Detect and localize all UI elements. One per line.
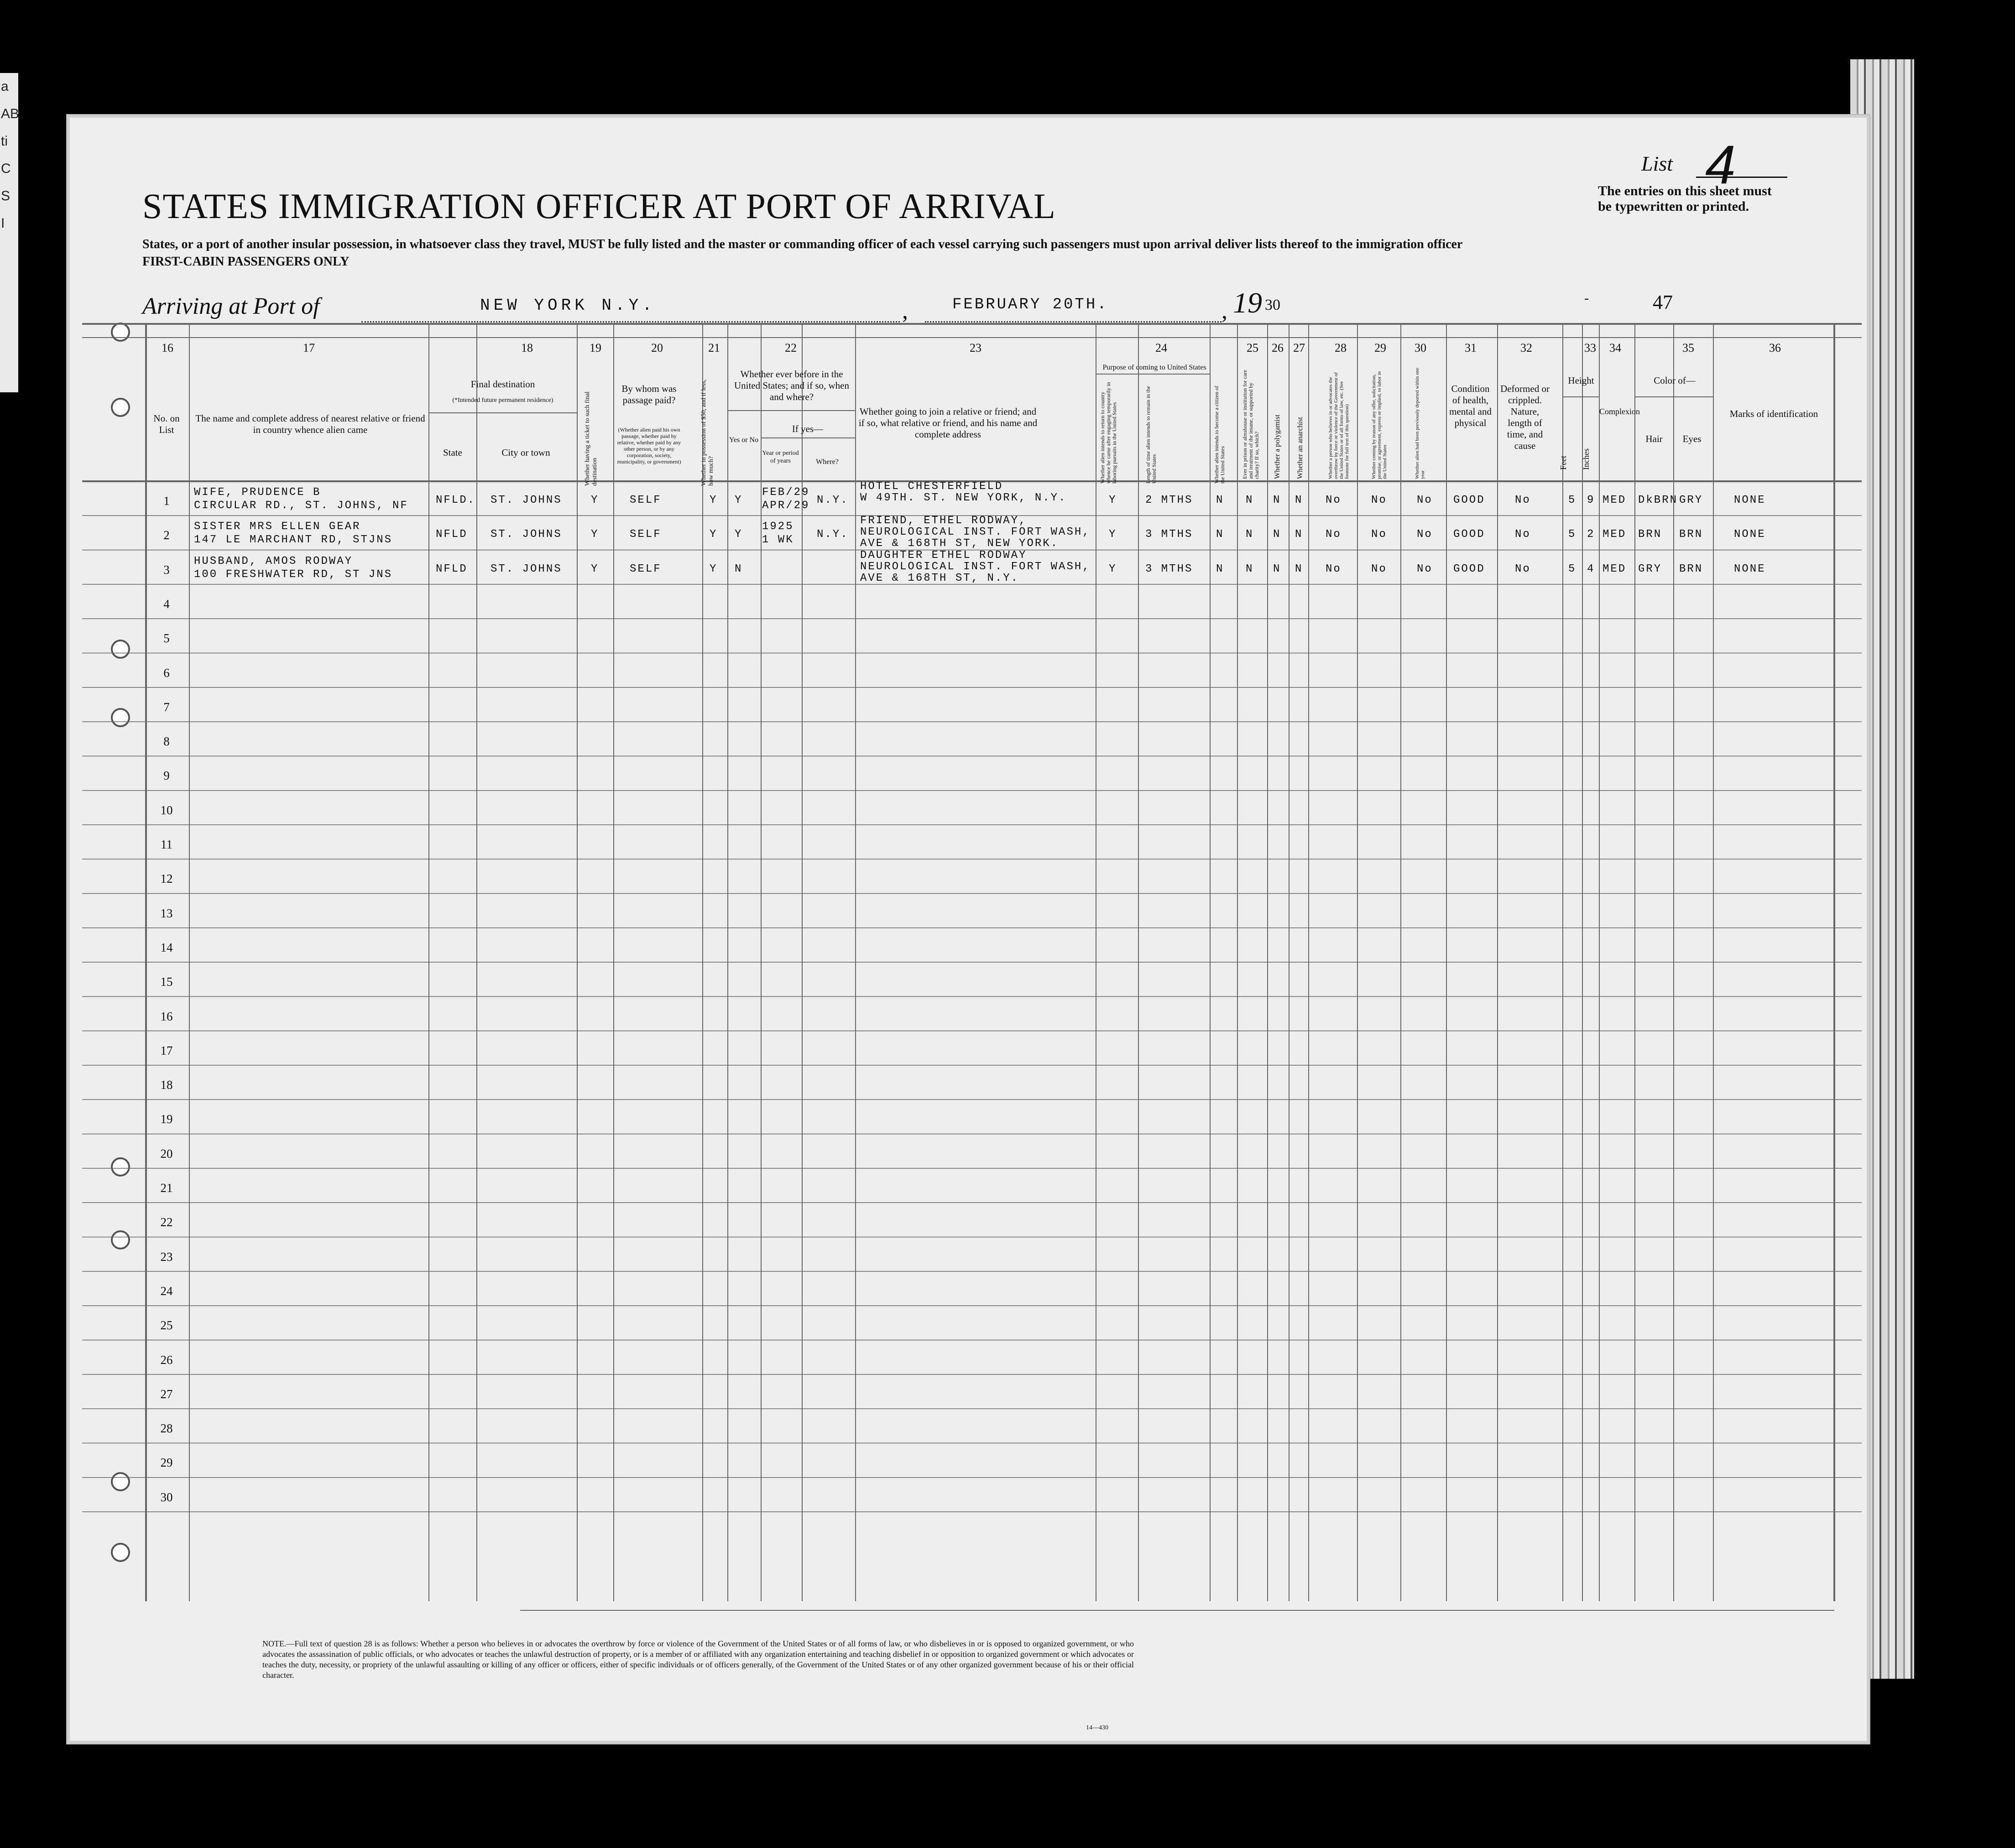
entry-marks: NONE — [1734, 494, 1766, 506]
column-number: 32 — [1520, 341, 1532, 354]
entry-where: N.Y. — [817, 528, 849, 541]
typewritten-note-line: be typewritten or printed. — [1598, 199, 1749, 214]
header-yes-no: Yes or No — [729, 436, 759, 444]
row-number: 2 — [163, 528, 170, 542]
header-deformed: Deformed or crippled. Nature, length of time, and cause — [1500, 383, 1550, 451]
comma: , — [1222, 298, 1227, 324]
entry-return-intent: Y — [1109, 528, 1117, 541]
column-number: 25 — [1247, 341, 1258, 354]
entry-q29: No — [1371, 528, 1387, 541]
entry-period: 1 WK — [762, 534, 794, 547]
header-city: City or town — [501, 447, 550, 458]
entry-relative-name: WIFE, PRUDENCE B — [194, 486, 321, 499]
entry-city: ST. JOHNS — [491, 562, 562, 575]
column-number: 35 — [1682, 341, 1694, 354]
strip-char: S — [1, 188, 10, 203]
binding-hole — [111, 708, 130, 727]
entry-polygamist: N — [1273, 494, 1281, 506]
header-purpose: Purpose of coming to United States — [1102, 364, 1206, 371]
entry-marks: NONE — [1734, 562, 1766, 575]
row-number: 16 — [160, 1009, 173, 1023]
entry-state: NFLD — [436, 562, 468, 575]
row-number: 4 — [163, 597, 170, 611]
row-number: 5 — [163, 631, 170, 645]
entry-q29: No — [1371, 494, 1387, 506]
entry-anarchist: N — [1295, 528, 1303, 541]
row-number: 14 — [160, 940, 173, 954]
row-number: 25 — [160, 1318, 173, 1333]
entry-feet: 5 — [1568, 562, 1577, 575]
entry-return-intent: Y — [1109, 494, 1117, 506]
column-number: 16 — [162, 341, 173, 354]
date-line — [925, 321, 1222, 323]
row-number: 6 — [163, 666, 170, 680]
entry-passage-paid: SELF — [630, 494, 662, 506]
entry-anarchist: N — [1295, 562, 1303, 575]
instructions-text: States, or a port of another insular possession, in whatsoever class they travel, MUST be fully listed and the master or commanding officer of each vessel carrying such passengers must upon arrival deliver lists thereof to the immigration officer — [142, 237, 1463, 251]
typewritten-note — [1598, 183, 1772, 214]
row-number: 17 — [160, 1043, 173, 1057]
entry-period: 1925 — [762, 521, 794, 533]
entry-length-of-stay: 2 MTHS — [1145, 494, 1193, 506]
row-number: 7 — [163, 700, 170, 714]
entry-citizen: N — [1216, 528, 1224, 541]
entry-complexion: MED — [1603, 528, 1627, 541]
footnote: NOTE.—Full text of question 28 is as follows: Whether a person who believes in or advocates the overthrow by force or violence of the Government of the United States or of all forms of law, or who disbelieves in or is opposed to organized government, or who advocates the assassination of public officials, or who advocates or teaches the unlawful destruction of property, or is a member of or affiliated with any organization entertaining and teaching disbelief in or opposition to organized government or which advocates or teaches the duty, necessity, or propriety of the unlawful assaulting or killing of any officer or officers, either of specific individuals or of officers generally, of the Government of the United States or of any other organized government because of his or their official character. — [262, 1639, 1134, 1680]
column-number: 18 — [521, 341, 533, 354]
year-prefix: 19 — [1233, 286, 1262, 319]
entry-passage-paid: SELF — [630, 562, 662, 575]
column-number: 26 — [1272, 341, 1284, 354]
header-inches: Inches — [1582, 448, 1591, 470]
entry-relative-name: SISTER MRS ELLEN GEAR — [194, 521, 361, 533]
entry-health: GOOD — [1453, 494, 1485, 506]
binding-hole — [111, 640, 130, 659]
entry-relative-name: HUSBAND, AMOS RODWAY — [194, 555, 353, 567]
header-height: Height — [1568, 375, 1594, 386]
binding-hole — [111, 1230, 130, 1249]
header-final-destination-note: (*Intended future permanent residence) — [452, 397, 553, 404]
entry-hair: GRY — [1638, 562, 1662, 575]
header-marks: Marks of identification — [1729, 408, 1818, 419]
header-final-destination: Final destination — [470, 379, 535, 390]
entry-inches: 9 — [1587, 494, 1595, 506]
arriving-label: Arriving at Port of — [142, 293, 320, 319]
column-number: 36 — [1769, 341, 1781, 354]
entry-ever-before: Y — [735, 494, 743, 506]
entry-q29: No — [1371, 562, 1387, 575]
column-number: 24 — [1155, 341, 1167, 354]
entry-relative-address: 100 FRESHWATER RD, ST JNS — [194, 568, 393, 581]
row-number: 3 — [163, 562, 170, 577]
header-q28: Whether a person who believes in or advocates the overthrow by force or violence of the Government of the United States or of all forms of law, etc. (See footnote for full text of this question) — [1328, 372, 1350, 479]
port-line — [361, 321, 900, 323]
entry-joining: W 49TH. ST. NEW YORK, N.Y. — [860, 492, 1067, 504]
binding-hole — [111, 1543, 130, 1562]
entry-prison: N — [1246, 562, 1254, 575]
entry-q30: No — [1417, 528, 1433, 541]
header-health: Condition of health, mental and physical — [1449, 383, 1492, 428]
entry-complexion: MED — [1603, 494, 1627, 506]
row-number: 11 — [161, 838, 172, 851]
entry-inches: 4 — [1587, 562, 1595, 575]
row-number: 15 — [160, 975, 173, 989]
entry-deformed: No — [1515, 528, 1531, 541]
typewritten-note-line: The entries on this sheet must — [1598, 183, 1772, 198]
entry-polygamist: N — [1273, 528, 1281, 541]
list-label: List — [1641, 152, 1673, 175]
header-q29: Whether coming by reason of any offer, solicitation, promise, or agreement, express or implied, to labor in the United States — [1371, 371, 1388, 479]
entry-feet: 5 — [1568, 528, 1577, 541]
header-ever-before: Whether ever before in the United States; and if so, when and where? — [734, 369, 849, 402]
header-where: Where? — [816, 458, 839, 466]
header-purpose-return: Whether alien intends to return to country whence he came after engaging temporarily in laboring pursuits in the United States — [1099, 382, 1117, 484]
row-number: 28 — [160, 1421, 173, 1436]
header-anarchist: Whether an anarchist — [1296, 417, 1304, 479]
row-number: 9 — [163, 769, 170, 783]
sheet-number: 47 — [1653, 291, 1673, 313]
entry-citizen: N — [1216, 562, 1224, 575]
date-value: FEBRUARY 20TH. — [952, 296, 1108, 313]
row-number: 20 — [160, 1146, 173, 1161]
row-number: 8 — [163, 734, 170, 749]
header-joining: Whether going to join a relative or friend; and if so, what relative or friend, and his name and complete address — [858, 406, 1038, 440]
entry-prison: N — [1246, 494, 1254, 506]
row-number: 27 — [160, 1387, 173, 1401]
column-number: 20 — [651, 341, 663, 354]
entry-possession: Y — [710, 562, 718, 575]
entry-deformed: No — [1515, 494, 1531, 506]
port-value: NEW YORK N.Y. — [480, 296, 656, 315]
page-title: STATES IMMIGRATION OFFICER AT PORT OF ARRIVAL — [142, 186, 1056, 226]
header-hair: Hair — [1645, 433, 1663, 444]
header-possession: Whether in possession of $50, and if less, how much? — [700, 380, 715, 486]
header-state: State — [443, 447, 462, 458]
entry-health: GOOD — [1453, 528, 1485, 541]
header-polygamist: Whether a polygamist — [1274, 414, 1281, 479]
entry-q28: No — [1326, 528, 1342, 541]
header-year-period: Year or period of years — [762, 450, 799, 464]
entry-hair: BRN — [1638, 528, 1662, 541]
entry-ticket: Y — [591, 562, 599, 575]
entry-eyes: BRN — [1679, 528, 1703, 541]
binding-hole — [111, 398, 130, 417]
column-number: 28 — [1335, 341, 1347, 354]
entry-possession: Y — [710, 494, 718, 506]
header-ticket: Whether having a ticket to such final destination — [584, 391, 598, 486]
entry-deformed: No — [1515, 562, 1531, 575]
entry-relative-address: 147 LE MARCHANT RD, STJNS — [194, 534, 393, 547]
column-number: 21 — [708, 341, 720, 354]
entry-joining: FRIEND, ETHEL RODWAY, — [860, 515, 1027, 527]
entry-health: GOOD — [1453, 562, 1485, 575]
column-number: 23 — [970, 341, 981, 354]
entry-joining: AVE & 168TH ST, N.Y. — [860, 572, 1019, 584]
form-number: 14—430 — [1086, 1724, 1108, 1731]
entry-joining: DAUGHTER ETHEL RODWAY — [860, 549, 1027, 562]
entry-citizen: N — [1216, 494, 1224, 506]
column-number: 34 — [1609, 341, 1621, 354]
list-underline — [1696, 177, 1787, 178]
entry-city: ST. JOHNS — [491, 528, 562, 541]
entry-anarchist: N — [1295, 494, 1303, 506]
row-number: 18 — [160, 1078, 173, 1092]
strip-char: I — [1, 216, 5, 231]
header-citizen: Whether alien intends to become a citizen of the United States — [1213, 385, 1226, 484]
column-number: 19 — [590, 341, 601, 354]
entry-feet: 5 — [1568, 494, 1577, 506]
adjacent-page-strip — [0, 73, 18, 392]
row-number: 23 — [160, 1249, 173, 1264]
header-passage-paid: By whom was passage paid? — [621, 383, 677, 406]
column-number: 29 — [1374, 341, 1386, 354]
row-number: 24 — [160, 1284, 173, 1298]
header-purpose-length: Length of time alien intends to remain in the United States — [1145, 386, 1157, 484]
entry-period: APR/29 — [762, 500, 810, 512]
entry-joining: NEUROLOGICAL INST. FORT WASH, — [860, 560, 1091, 573]
entry-state: NFLD — [436, 528, 468, 541]
entry-hair: DkBRN — [1638, 494, 1678, 506]
passenger-class-text: FIRST-CABIN PASSENGERS ONLY — [142, 255, 350, 269]
entry-length-of-stay: 3 MTHS — [1145, 528, 1193, 541]
entry-state: NFLD. — [436, 494, 476, 506]
tick-mark: - — [1584, 291, 1589, 306]
strip-char: ti — [1, 134, 8, 149]
entry-prison: N — [1246, 528, 1254, 541]
entry-passage-paid: SELF — [630, 528, 662, 541]
header-feet: Feet — [1559, 456, 1568, 470]
entry-q30: No — [1417, 562, 1433, 575]
row-number: 26 — [160, 1353, 173, 1367]
header-color-of: Color of— — [1654, 375, 1696, 386]
manifest-sheet — [66, 114, 1870, 1744]
header-prison: Ever in prison or almshouse or institution for care and treatment of the insane, or supported by charity? If so, which? — [1242, 370, 1260, 479]
header-complexion: Complexion — [1599, 407, 1640, 416]
row-number: 21 — [160, 1181, 173, 1195]
entry-city: ST. JOHNS — [491, 494, 562, 506]
binding-hole — [111, 1472, 130, 1491]
row-number: 29 — [160, 1456, 173, 1470]
row-number: 22 — [160, 1215, 173, 1229]
entry-q30: No — [1417, 494, 1433, 506]
entry-q28: No — [1326, 562, 1342, 575]
binding-hole — [111, 323, 130, 342]
column-number: 31 — [1465, 341, 1477, 354]
entry-where: N.Y. — [817, 494, 849, 506]
entry-joining: HOTEL CHESTERFIELD — [860, 480, 1003, 493]
year-suffix: 30 — [1265, 297, 1280, 313]
entry-length-of-stay: 3 MTHS — [1145, 562, 1193, 575]
row-number: 1 — [163, 494, 170, 508]
entry-ticket: Y — [591, 494, 599, 506]
strip-char: AB — [1, 106, 20, 121]
entry-marks: NONE — [1734, 528, 1766, 541]
entry-complexion: MED — [1603, 562, 1627, 575]
row-number: 10 — [160, 803, 173, 817]
strip-char: a — [1, 79, 9, 94]
row-number: 30 — [160, 1490, 173, 1504]
column-number: 27 — [1293, 341, 1305, 354]
binding-hole — [111, 1157, 130, 1176]
strip-char: C — [1, 161, 11, 176]
entry-return-intent: Y — [1109, 562, 1117, 575]
entry-relative-address: CIRCULAR RD., ST. JOHNS, NF — [194, 500, 408, 512]
column-number: 30 — [1415, 341, 1426, 354]
header-relative-address: The name and complete address of nearest relative or friend in country whence alien came — [195, 413, 425, 435]
entry-eyes: BRN — [1679, 562, 1703, 575]
column-number: 22 — [785, 341, 797, 354]
list-number: 4 — [1705, 134, 1736, 195]
entry-joining: AVE & 168TH ST, NEW YORK. — [860, 537, 1059, 550]
comma: , — [902, 298, 908, 324]
entry-inches: 2 — [1587, 528, 1595, 541]
entry-polygamist: N — [1273, 562, 1281, 575]
row-number: 13 — [160, 906, 173, 920]
entry-q28: No — [1326, 494, 1342, 506]
header-if-yes: If yes— — [792, 423, 824, 434]
column-number: 17 — [303, 341, 315, 354]
row-number: 12 — [160, 872, 173, 886]
entry-eyes: GRY — [1679, 494, 1703, 506]
row-number: 19 — [160, 1112, 173, 1126]
entry-ever-before: Y — [735, 528, 743, 541]
entry-possession: Y — [710, 528, 718, 541]
column-number: 33 — [1584, 341, 1596, 354]
entry-period: FEB/29 — [762, 486, 810, 499]
header-no-on-list: No. on List — [153, 413, 180, 435]
header-q30: Whether alien had been previously deported within one year — [1415, 367, 1425, 479]
entry-ever-before: N — [735, 562, 743, 575]
entry-ticket: Y — [591, 528, 599, 541]
header-passage-paid-note: (Whether alien paid his own passage, whether paid by relative, whether paid by any other person, or by any corporation, society, municipality, or government) — [617, 427, 681, 465]
header-eyes: Eyes — [1682, 433, 1702, 444]
entry-joining: NEUROLOGICAL INST. FORT WASH, — [860, 526, 1091, 539]
